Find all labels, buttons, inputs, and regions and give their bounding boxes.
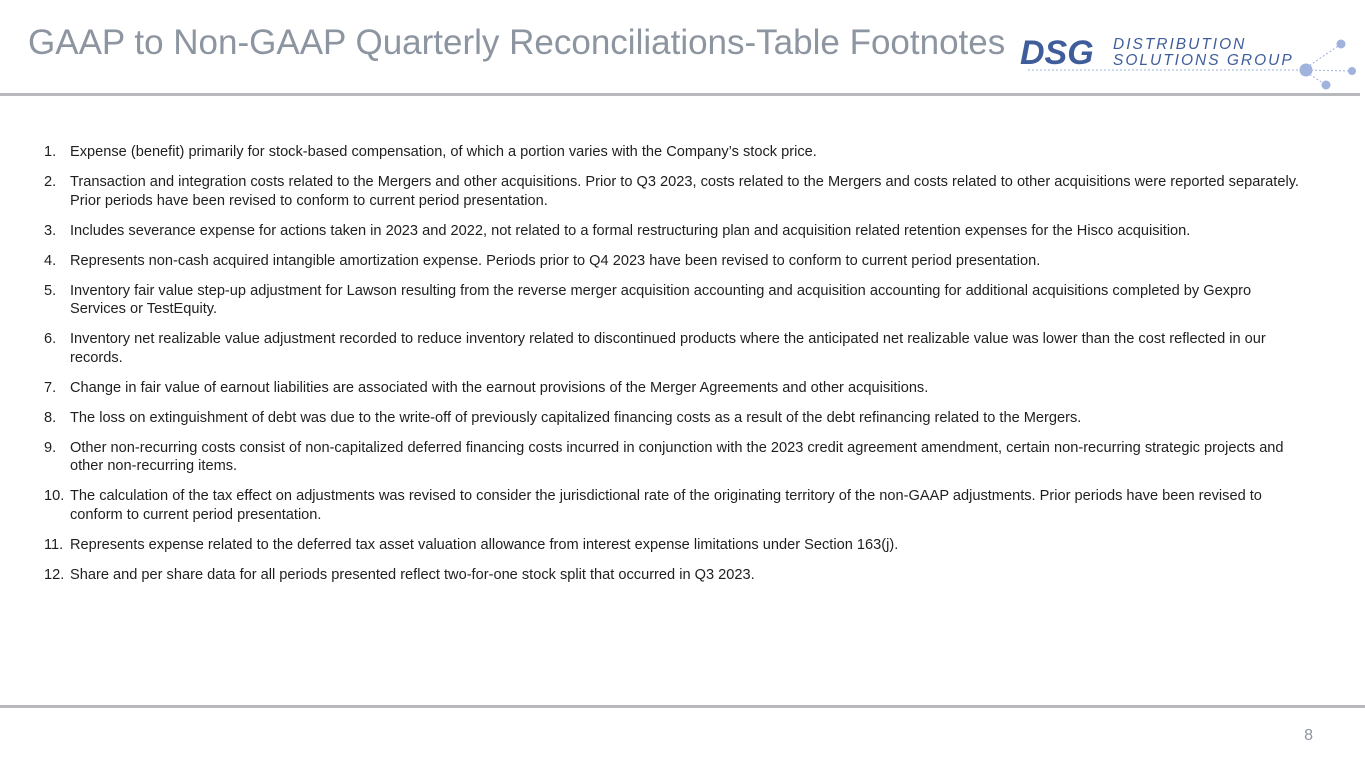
footnote-item	[44, 143, 1304, 162]
dsg-logo-graphic	[1018, 34, 1358, 94]
footnote-number: 7.	[44, 379, 57, 396]
footnote-item	[44, 173, 1304, 210]
footnote-text: Includes severance expense for actions taken in 2023 and 2022, not related to a formal restructuring plan and acquisition related retention expenses for the Hisco acquisition.	[70, 222, 1191, 239]
footnote-list	[44, 143, 1304, 596]
footnote-text: Inventory fair value step-up adjustment for Lawson resulting from the reverse merger acquisition accounting and acquisition accounting for additional acquisitions completed by Gexpro Services or TestEquity.	[70, 282, 1252, 317]
footnote-text: Represents expense related to the deferred tax asset valuation allowance from interest expense limitations under Section 163(j).	[70, 536, 899, 553]
footnote-item	[44, 487, 1304, 524]
footnote-text: Change in fair value of earnout liabilities are associated with the earnout provisions of the Merger Agreements and other acquisitions.	[70, 379, 929, 396]
footnote-item	[44, 252, 1304, 271]
logo-node-icon	[1300, 64, 1313, 77]
footnote-item	[44, 222, 1304, 241]
footnote-text: Other non-recurring costs consist of non-capitalized deferred financing costs incurred in conjunction with the 2023 credit agreement amendment, certain non-recurring strategic projects and other non-recurring items.	[70, 439, 1284, 474]
footnote-item	[44, 409, 1304, 428]
footnote-item	[44, 330, 1304, 367]
footnote-number: 10.	[44, 488, 65, 504]
logo-node-icon	[1322, 81, 1331, 90]
footnote-number: 2.	[44, 174, 57, 190]
logo-node-icon	[1337, 40, 1346, 49]
footnote-number: 11.	[44, 536, 64, 553]
logo-line2: SOLUTIONS GROUP	[1113, 52, 1294, 69]
footnote-number: 6.	[44, 331, 57, 347]
header-divider	[0, 93, 1360, 96]
footnote-item	[44, 536, 1304, 555]
logo-mark: DSG	[1020, 34, 1094, 72]
footnote-text: Share and per share data for all periods presented reflect two-for-one stock split that occurred in Q3 2023.	[70, 566, 755, 583]
footnote-item	[44, 566, 1304, 585]
footnote-number: 8.	[44, 409, 57, 426]
footnote-text: Transaction and integration costs related to the Mergers and other acquisitions. Prior to Q3 2023, costs related to the Mergers and costs related to other acquisitions were reported separately. Prior periods have been revised to conform to current period presentation.	[70, 174, 1299, 209]
slide-title: GAAP to Non-GAAP Quarterly Reconciliations-Table Footnotes	[28, 23, 1006, 62]
footnote-number: 12.	[44, 566, 65, 583]
footnote-number: 9.	[44, 439, 57, 456]
footnote-number: 1.	[44, 144, 57, 160]
footnote-number: 5.	[44, 282, 57, 299]
footnote-text: The loss on extinguishment of debt was due to the write-off of previously capitalized financing costs as a result of the debt refinancing related to the Mergers.	[70, 409, 1082, 426]
footnote-item	[44, 282, 1304, 319]
footnote-text: Inventory net realizable value adjustment recorded to reduce inventory related to discontinued products where the anticipated net realizable value was lower than the cost reflected in our records.	[70, 331, 1266, 366]
footer-divider	[0, 705, 1365, 708]
footnote-item	[44, 379, 1304, 398]
page-number: 8	[1304, 727, 1313, 744]
logo-line1: DISTRIBUTION	[1113, 36, 1247, 53]
footnote-text: Represents non-cash acquired intangible amortization expense. Periods prior to Q4 2023 have been revised to conform to current period presentation.	[70, 252, 1041, 269]
logo-node-icon	[1348, 67, 1356, 75]
footnote-number: 3.	[44, 222, 57, 239]
dsg-logo	[1018, 34, 1358, 94]
footnote-text: Expense (benefit) primarily for stock-based compensation, of which a portion varies with the Company’s stock price.	[70, 144, 817, 160]
footnote-text: The calculation of the tax effect on adjustments was revised to consider the jurisdictional rate of the originating territory of the non-GAAP adjustments. Prior periods have been revised to conform to current period presentation.	[70, 488, 1262, 523]
footnote-item	[44, 439, 1304, 476]
footnote-number: 4.	[44, 252, 57, 269]
